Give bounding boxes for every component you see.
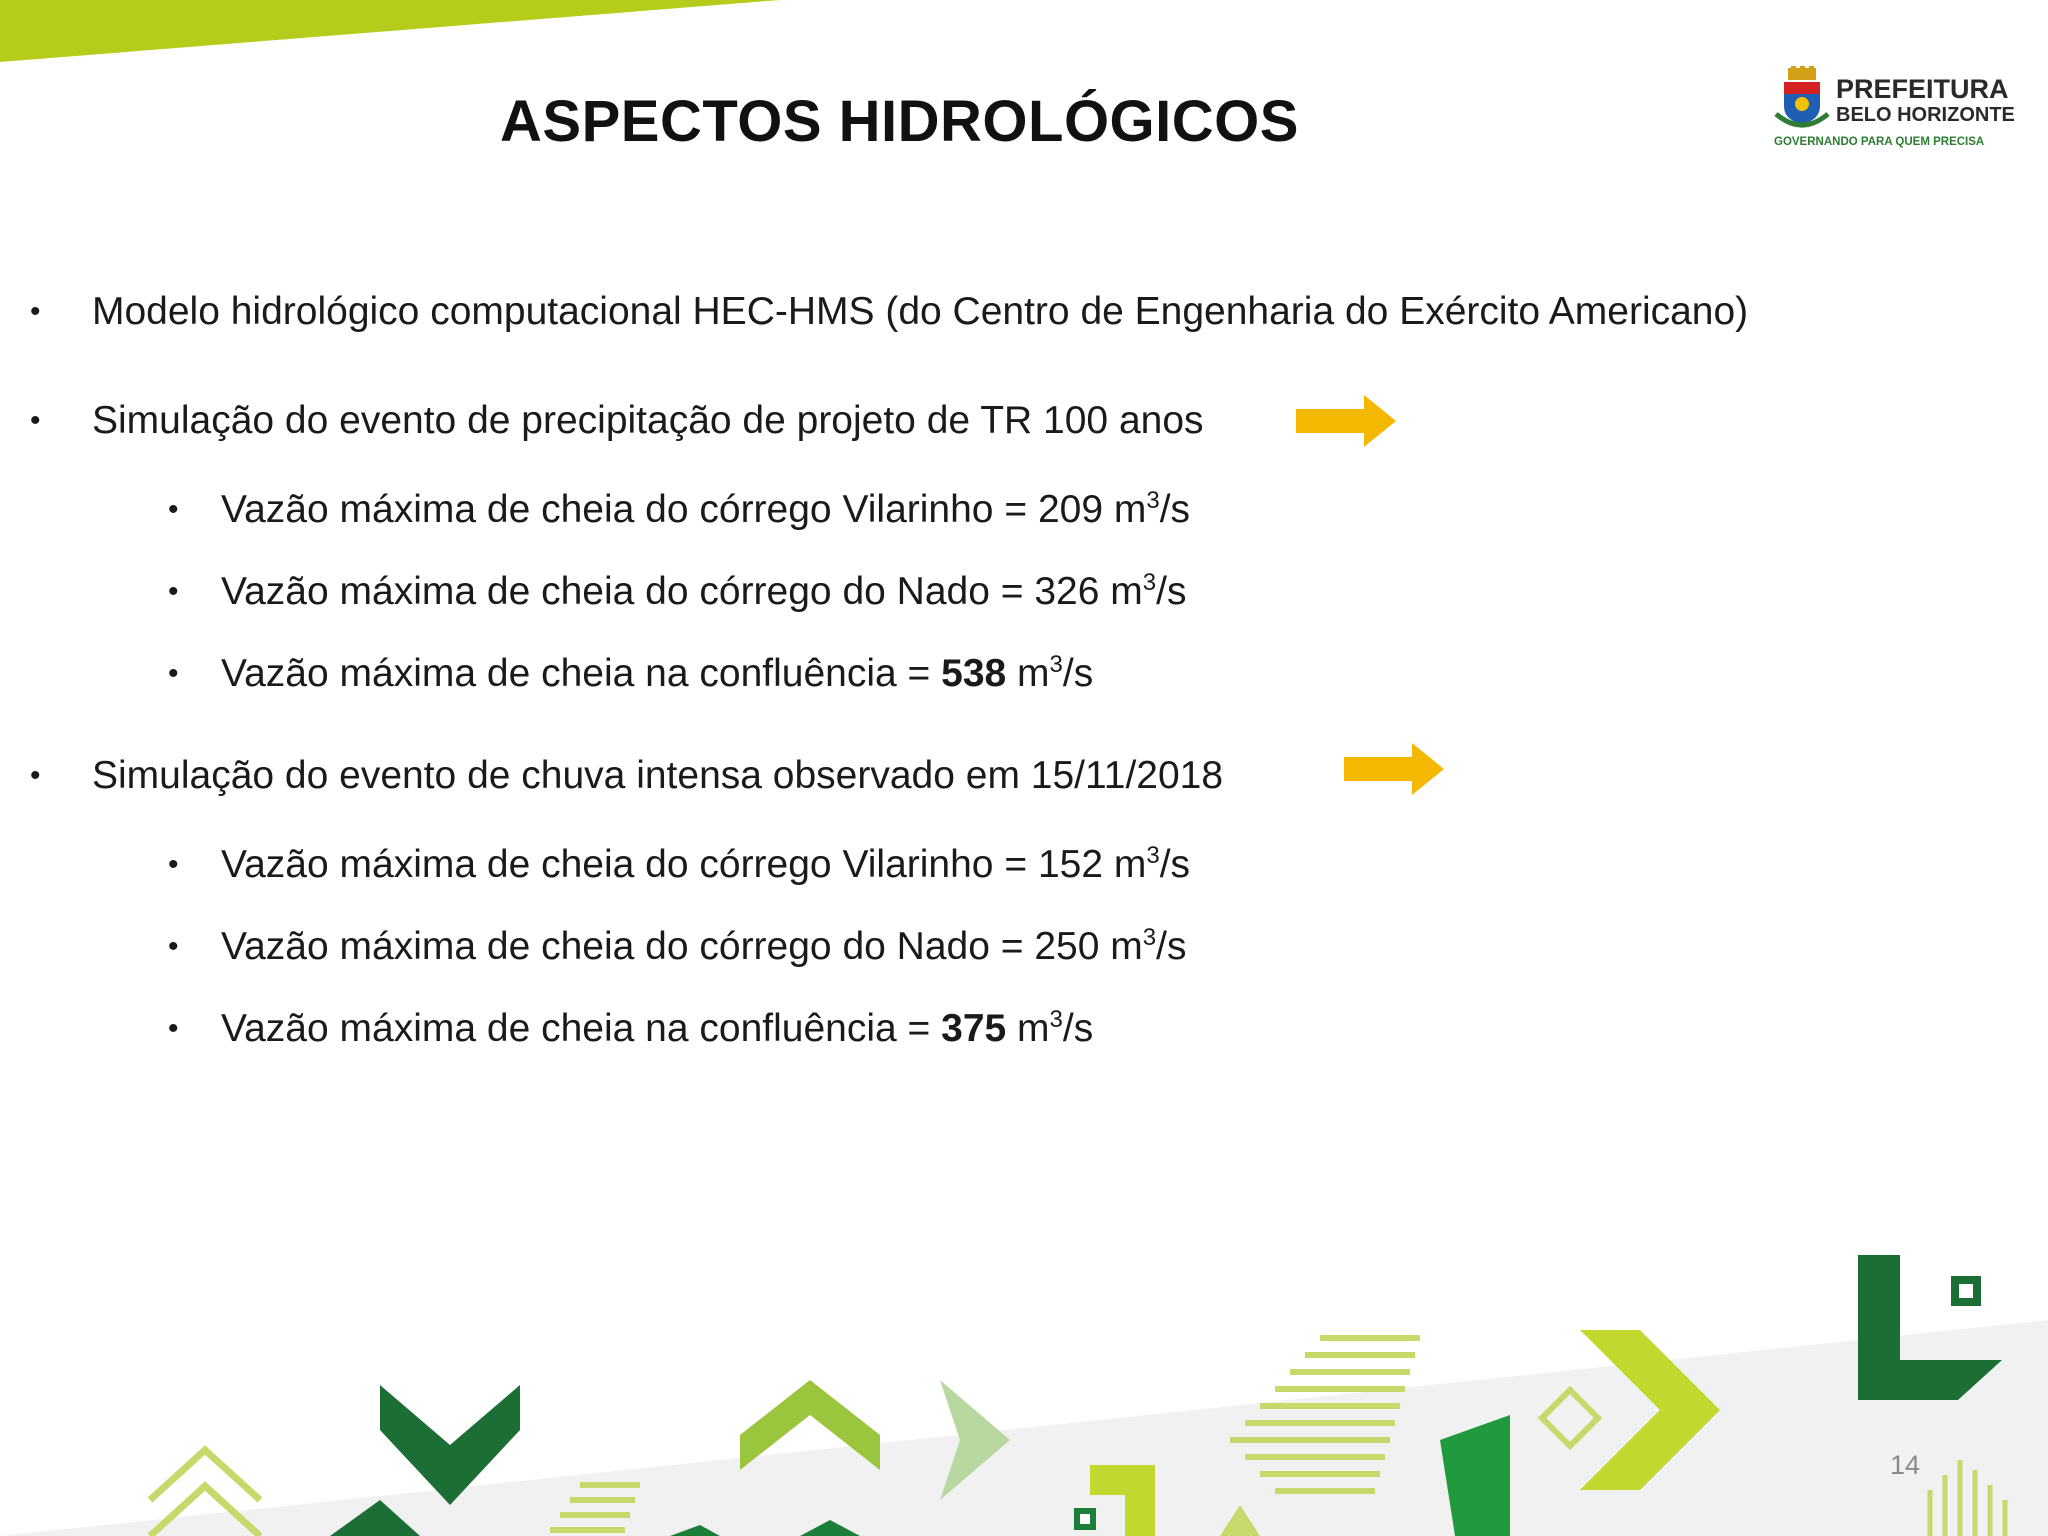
bullet-dot: • <box>30 295 41 328</box>
flow-unit-end: /s <box>1156 925 1187 968</box>
decorative-footer-graphics <box>0 1240 2048 1536</box>
unit-exponent: 3 <box>1146 487 1160 514</box>
bullet-dot: • <box>30 404 41 437</box>
bullet-dot: • <box>168 1012 179 1045</box>
flow-value: 326 <box>1034 570 1100 613</box>
bullet-text: Modelo hidrológico computacional HEC-HMS (do Centro de Engenharia do Exército Americano) <box>92 290 1749 333</box>
bullet-dot: • <box>168 575 179 608</box>
bullet-dot: • <box>168 848 179 881</box>
flow-unit-end: /s <box>1159 843 1191 886</box>
flow-value: 250 <box>1034 925 1100 968</box>
bullet-dot: • <box>168 930 179 963</box>
flow-value: 538 <box>941 652 1007 695</box>
flow-unit: m <box>1099 570 1143 613</box>
unit-exponent: 3 <box>1142 924 1157 951</box>
unit-exponent: 3 <box>1142 569 1157 596</box>
flow-unit: m <box>1103 488 1147 531</box>
bullet-dot: • <box>168 657 179 690</box>
unit-exponent: 3 <box>1146 842 1160 869</box>
city-crest-icon <box>1774 66 1830 132</box>
bullet-dot: • <box>168 493 179 526</box>
prefeitura-logo <box>1768 64 2015 194</box>
unit-exponent: 3 <box>1049 651 1063 678</box>
arrow-right-icon <box>1344 743 1444 795</box>
flow-label: Vazão máxima de cheia na confluência = <box>221 1007 942 1050</box>
bullet-text: Simulação do evento de chuva intensa observado em 15/11/2018 <box>92 754 1224 797</box>
bullet-text: Simulação do evento de precipitação de projeto de TR 100 anos <box>92 399 1204 442</box>
flow-unit-end: /s <box>1062 652 1094 695</box>
flow-unit-end: /s <box>1159 488 1191 531</box>
logo-subtitle: BELO HORIZONTE <box>1836 104 2015 126</box>
flow-unit: m <box>1099 925 1143 968</box>
slide-title: ASPECTOS HIDROLÓGICOS <box>500 89 1299 154</box>
flow-unit-end: /s <box>1156 570 1187 613</box>
flow-label: Vazão máxima de cheia na confluência = <box>221 652 942 695</box>
flow-value: 152 <box>1037 843 1104 886</box>
flow-label: Vazão máxima de cheia do córrego do Nado = <box>221 925 1035 968</box>
flow-unit: m <box>1006 1007 1050 1050</box>
unit-exponent: 3 <box>1049 1006 1063 1033</box>
logo-title: PREFEITURA <box>1836 74 2009 104</box>
logo-tagline: GOVERNANDO PARA QUEM PRECISA <box>1774 136 1985 148</box>
flow-value: 375 <box>941 1007 1007 1050</box>
flow-label: Vazão máxima de cheia do córrego Vilarinho = <box>221 488 1038 531</box>
flow-unit: m <box>1006 652 1050 695</box>
arrow-right-icon <box>1296 395 1396 447</box>
flow-unit: m <box>1103 843 1147 886</box>
page-number: 14 <box>1890 1450 1921 1480</box>
bullet-dot: • <box>30 759 41 792</box>
flow-label: Vazão máxima de cheia do córrego Vilarinho = <box>221 843 1038 886</box>
flow-unit-end: /s <box>1062 1007 1094 1050</box>
flow-label: Vazão máxima de cheia do córrego do Nado = <box>221 570 1035 613</box>
flow-value: 209 <box>1037 488 1104 531</box>
top-accent-band <box>0 0 2048 80</box>
